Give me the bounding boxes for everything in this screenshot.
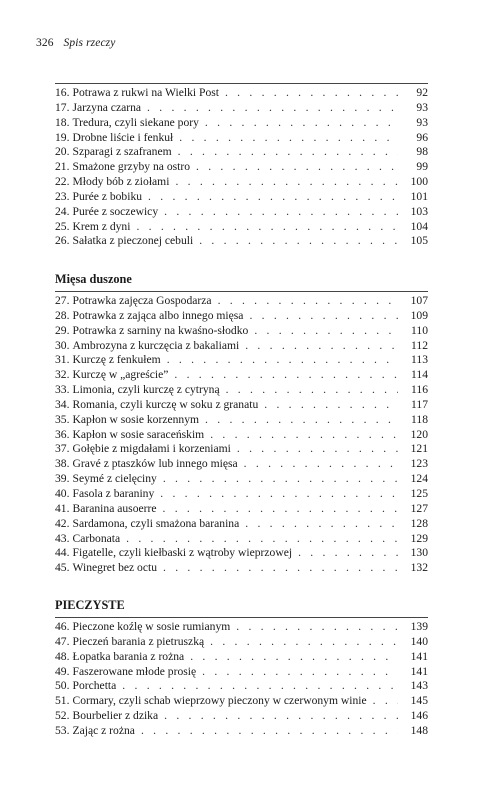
entry-page-number: 103	[410, 204, 428, 218]
toc-list-3	[55, 620, 428, 739]
entry-title: Potrawa z rukwi na Wielki Post	[72, 86, 219, 99]
entry-title: Tredura, czyli siekane pory	[72, 115, 199, 129]
entry-title: Sardamona, czyli smażona baranina	[72, 516, 240, 530]
entry-page-number: 96	[416, 130, 428, 144]
toc-entry	[55, 694, 428, 709]
toc-entry	[55, 472, 428, 487]
dot-leader	[210, 428, 398, 443]
entry-title: Purée z soczewicy	[72, 204, 159, 218]
entry-number: 37.	[55, 442, 70, 456]
dot-leader	[199, 234, 398, 249]
toc-entry	[55, 413, 428, 428]
entry-title: Winegret bez octu	[72, 561, 158, 575]
entry-page-number: 101	[410, 189, 428, 203]
toc-entry	[55, 517, 428, 532]
entry-number: 45.	[55, 561, 70, 575]
dot-leader	[122, 679, 398, 694]
entry-number: 34.	[55, 397, 70, 411]
entry-page-number: 92	[416, 86, 428, 99]
entry-number: 26.	[55, 234, 70, 248]
entry-title: Pieczeń barania z pietruszką	[72, 634, 205, 648]
entry-page-number: 120	[410, 427, 428, 441]
entry-number: 30.	[55, 338, 70, 352]
section-rule	[55, 617, 428, 618]
dot-leader	[225, 86, 398, 101]
entry-title: Ambrozyna z kurczęcia z bakaliami	[72, 338, 240, 352]
entry-number: 38.	[55, 457, 70, 471]
toc-entry	[55, 353, 428, 368]
entry-number: 36.	[55, 427, 70, 441]
toc-entry	[55, 442, 428, 457]
entry-number: 41.	[55, 501, 70, 515]
toc-entry	[55, 650, 428, 665]
toc-entry	[55, 428, 428, 443]
toc-entry	[55, 116, 428, 131]
toc-list-2	[55, 294, 428, 576]
dot-leader	[237, 442, 398, 457]
entry-number: 22.	[55, 175, 70, 189]
entry-page-number: 130	[410, 546, 428, 560]
dot-leader	[175, 175, 398, 190]
entry-page-number: 116	[411, 383, 428, 397]
entry-title: Seymé z cielęciny	[72, 472, 157, 486]
toc-entry	[55, 175, 428, 190]
toc-entry	[55, 145, 428, 160]
dot-leader	[163, 502, 398, 517]
toc-entry	[55, 383, 428, 398]
entry-title: Cormary, czyli schab wieprzowy pieczony w czerwonym winie	[72, 694, 367, 708]
entry-number: 49.	[55, 664, 70, 678]
running-head	[36, 37, 115, 49]
dot-leader	[196, 160, 398, 175]
entry-number: 28.	[55, 308, 70, 322]
toc-entry	[55, 457, 428, 472]
entry-title: Faszerowane młode prosię	[72, 664, 197, 678]
entry-title: Bourbelier z dzika	[72, 709, 159, 723]
entry-number: 53.	[55, 723, 70, 737]
dot-leader	[264, 398, 398, 413]
entry-page-number: 93	[416, 100, 428, 114]
entry-title: Limonia, czyli kurczę z cytryną	[72, 383, 220, 397]
dot-leader	[160, 487, 398, 502]
entry-page-number: 143	[410, 679, 428, 693]
entry-number: 35.	[55, 412, 70, 426]
toc-block-1	[55, 80, 428, 249]
entry-page-number: 110	[411, 323, 428, 337]
entry-title: Jarzyna czarna	[72, 100, 142, 114]
section-rule	[55, 291, 428, 292]
entry-title: Purée z bobiku	[72, 189, 143, 203]
entry-page-number: 118	[411, 412, 428, 426]
entry-number: 44.	[55, 546, 70, 560]
entry-number: 23.	[55, 189, 70, 203]
dot-leader	[249, 309, 398, 324]
entry-page-number: 113	[411, 353, 428, 367]
dot-leader	[205, 116, 398, 131]
entry-number: 27.	[55, 294, 70, 307]
dot-leader	[254, 324, 398, 339]
entry-title: Łopatka barania z rożna	[72, 649, 185, 663]
toc-entry	[55, 561, 428, 576]
entry-number: 20.	[55, 145, 70, 159]
entry-title: Romania, czyli kurczę w soku z granatu	[72, 397, 259, 411]
entry-title: Baranina ausoerre	[72, 501, 157, 515]
dot-leader	[147, 101, 398, 116]
entry-page-number: 121	[410, 442, 428, 456]
entry-page-number: 127	[410, 501, 428, 515]
dot-leader	[163, 561, 398, 576]
entry-page-number: 124	[410, 472, 428, 486]
entry-page-number: 145	[410, 694, 428, 708]
toc-entry	[55, 368, 428, 383]
toc-entry	[55, 190, 428, 205]
entry-page-number: 146	[410, 709, 428, 723]
toc-entry	[55, 324, 428, 339]
entry-title: Potrawka z zająca albo innego mięsa	[72, 308, 244, 322]
entry-title: Drobne liście i fenkuł	[72, 130, 174, 144]
toc-entry	[55, 294, 428, 309]
entry-number: 19.	[55, 130, 70, 144]
entry-number: 46.	[55, 620, 70, 633]
entry-number: 25.	[55, 219, 70, 233]
dot-leader	[202, 665, 398, 680]
section-heading: PIECZYSTE	[55, 598, 125, 612]
toc-entry	[55, 665, 428, 680]
toc-entry	[55, 86, 428, 101]
dot-leader	[164, 205, 398, 220]
entry-title: Kapłon w sosie korzennym	[72, 412, 200, 426]
entry-page-number: 125	[410, 486, 428, 500]
entry-number: 21.	[55, 160, 70, 174]
dot-leader	[126, 532, 398, 547]
entry-title: Potrawka z sarniny na kwaśno-słodko	[72, 323, 249, 337]
entry-page-number: 105	[410, 234, 428, 248]
entry-page-number: 129	[410, 531, 428, 545]
entry-number: 16.	[55, 86, 70, 99]
dot-leader	[178, 145, 398, 160]
entry-number: 42.	[55, 516, 70, 530]
toc-entry	[55, 309, 428, 324]
dot-leader	[373, 694, 398, 709]
entry-number: 43.	[55, 531, 70, 545]
dot-leader	[210, 635, 398, 650]
entry-title: Fasola z baraniny	[72, 486, 155, 500]
toc-entry	[55, 487, 428, 502]
toc-entry	[55, 234, 428, 249]
toc-section-stewed-meats	[55, 270, 428, 576]
dot-leader	[245, 339, 398, 354]
entry-title: Smażone grzyby na ostro	[72, 160, 191, 174]
toc-entry	[55, 620, 428, 635]
entry-title: Potrawka zajęcza Gospodarza	[72, 294, 212, 307]
entry-number: 47.	[55, 634, 70, 648]
running-head-title: Spis rzeczy	[63, 37, 116, 49]
toc-entry	[55, 160, 428, 175]
dot-leader	[226, 383, 398, 398]
toc-entry	[55, 635, 428, 650]
entry-title: Porchetta	[72, 679, 117, 693]
entry-page-number: 128	[410, 516, 428, 530]
entry-page-number: 112	[411, 338, 428, 352]
toc-entry	[55, 532, 428, 547]
toc-section-roasts	[55, 596, 428, 739]
toc-entry	[55, 131, 428, 146]
entry-title: Pieczone koźlę w sosie rumianym	[72, 620, 231, 633]
entry-title: Kapłon w sosie saraceńskim	[72, 427, 205, 441]
entry-title: Gołębie z migdałami i korzeniami	[72, 442, 231, 456]
dot-leader	[205, 413, 398, 428]
entry-title: Carbonata	[72, 531, 121, 545]
entry-title: Kurczę w „agreście”	[72, 368, 169, 382]
entry-page-number: 114	[411, 368, 428, 382]
entry-number: 33.	[55, 383, 70, 397]
toc-entry	[55, 398, 428, 413]
entry-number: 31.	[55, 353, 70, 367]
entry-page-number: 117	[411, 397, 428, 411]
dot-leader	[167, 353, 398, 368]
entry-title: Kurczę z fenkułem	[72, 353, 161, 367]
entry-title: Figatelle, czyli kiełbaski z wątroby wieprzowej	[72, 546, 293, 560]
entry-title: Zając z rożna	[72, 723, 135, 737]
entry-page-number: 99	[416, 160, 428, 174]
entry-page-number: 109	[410, 308, 428, 322]
entry-page-number: 141	[410, 664, 428, 678]
top-rule	[55, 83, 428, 84]
entry-page-number: 123	[410, 457, 428, 471]
entry-title: Sałatka z pieczonej cebuli	[72, 234, 194, 248]
entry-number: 48.	[55, 649, 70, 663]
entry-title: Gravé z ptaszków lub innego mięsa	[72, 457, 238, 471]
dot-leader	[148, 190, 398, 205]
entry-number: 39.	[55, 472, 70, 486]
dot-leader	[164, 709, 398, 724]
entry-number: 52.	[55, 709, 70, 723]
dot-leader	[136, 220, 398, 235]
entry-page-number: 148	[410, 723, 428, 737]
dot-leader	[190, 650, 398, 665]
toc-entry	[55, 546, 428, 561]
toc-entry	[55, 101, 428, 116]
dot-leader	[179, 131, 398, 146]
toc-entry	[55, 339, 428, 354]
dot-leader	[218, 294, 398, 309]
dot-leader	[141, 724, 398, 739]
entry-page-number: 132	[410, 561, 428, 575]
entry-number: 24.	[55, 204, 70, 218]
toc-entry	[55, 220, 428, 235]
entry-number: 50.	[55, 679, 70, 693]
entry-page-number: 141	[410, 649, 428, 663]
toc-entry	[55, 679, 428, 694]
toc-entry	[55, 502, 428, 517]
entry-page-number: 139	[410, 620, 428, 633]
toc-entry	[55, 724, 428, 739]
entry-number: 32.	[55, 368, 70, 382]
entry-page-number: 93	[416, 115, 428, 129]
dot-leader	[174, 368, 398, 383]
page-number: 326	[36, 37, 54, 49]
dot-leader	[244, 457, 398, 472]
dot-leader	[298, 546, 398, 561]
entry-number: 17.	[55, 100, 70, 114]
entry-title: Młody bób z ziołami	[72, 175, 170, 189]
dot-leader	[245, 517, 398, 532]
section-heading: Mięsa duszone	[55, 272, 132, 286]
entry-number: 40.	[55, 486, 70, 500]
entry-title: Szparagi z szafranem	[72, 145, 172, 159]
toc-list-1	[55, 86, 428, 249]
entry-page-number: 104	[410, 219, 428, 233]
toc-entry	[55, 709, 428, 724]
entry-number: 18.	[55, 115, 70, 129]
toc-entry	[55, 205, 428, 220]
dot-leader	[236, 620, 398, 635]
entry-page-number: 107	[410, 294, 428, 307]
entry-page-number: 140	[410, 634, 428, 648]
entry-page-number: 100	[410, 175, 428, 189]
entry-number: 51.	[55, 694, 70, 708]
entry-page-number: 98	[416, 145, 428, 159]
dot-leader	[163, 472, 398, 487]
entry-title: Krem z dyni	[72, 219, 131, 233]
entry-number: 29.	[55, 323, 70, 337]
